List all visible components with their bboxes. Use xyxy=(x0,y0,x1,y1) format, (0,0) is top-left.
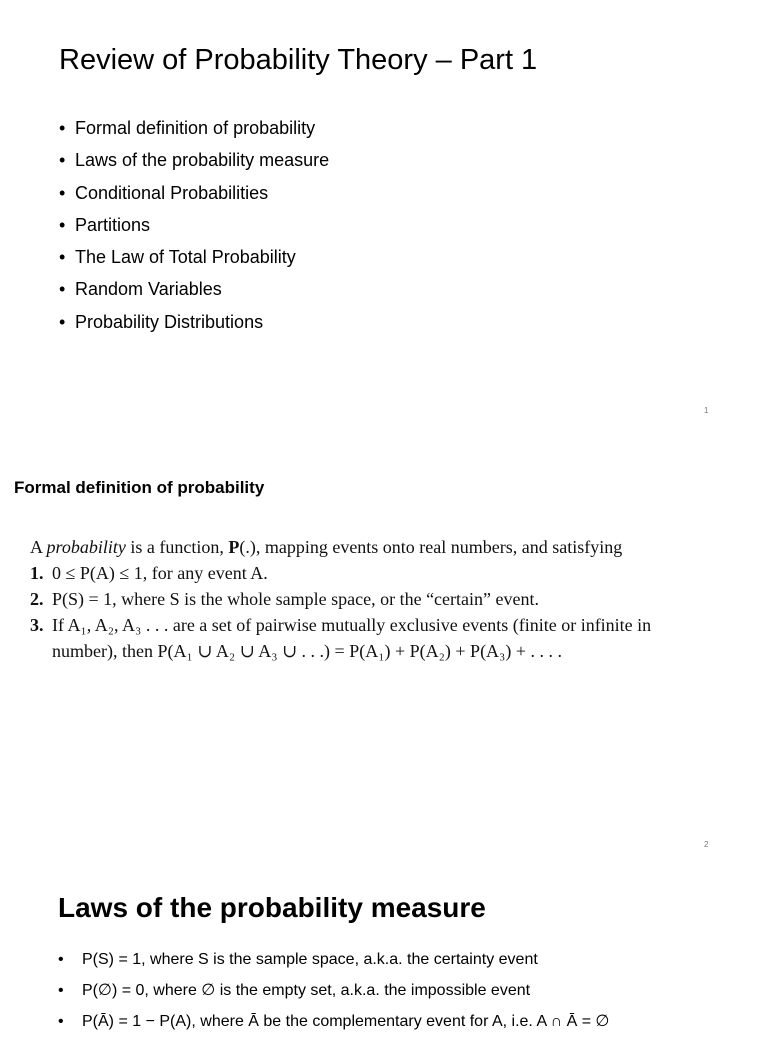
axiom-1 xyxy=(30,560,760,586)
slide-3-title: Laws of the probability measure xyxy=(58,892,486,923)
list-item xyxy=(59,277,329,309)
list-item-text: The Law of Total Probability xyxy=(75,247,296,268)
definition-intro xyxy=(30,534,760,560)
definition-intro-text: is a function, xyxy=(125,537,229,557)
axiom-number: 1. xyxy=(30,563,44,583)
list-item xyxy=(58,1010,609,1041)
slide-2-title: Formal definition of probability xyxy=(14,478,265,497)
list-item-text: Probability Distributions xyxy=(75,311,264,332)
axiom-3-continuation: number), then P(A₁ ∪ A₂ ∪ A₃ ∪ . . .) = P(A₁) + P(A₂) + P(A₃) + . . . . xyxy=(52,641,562,661)
list-item xyxy=(59,213,329,245)
slide-2 xyxy=(0,430,768,860)
list-item-text: Partitions xyxy=(75,214,151,235)
axiom-text: P(S) = 1, where S is the whole sample space, or the “certain” event. xyxy=(52,589,539,609)
bullet-icon: • xyxy=(59,247,66,268)
page-number: 1 xyxy=(704,406,709,415)
axiom-text: 0 ≤ P(A) ≤ 1, for any event A. xyxy=(52,563,268,583)
list-item-text: Formal definition of probability xyxy=(75,118,316,138)
definition-block xyxy=(30,534,760,664)
definition-intro-text: A xyxy=(30,537,47,557)
definition-function: P xyxy=(228,537,240,557)
bullet-icon: • xyxy=(59,182,66,203)
list-item-text: P(Ā) = 1 − P(A), where Ā be the complementary event for A, i.e. A ∩ Ā = ∅ xyxy=(82,1013,610,1030)
list-item-text: Laws of the probability measure xyxy=(75,150,330,171)
axiom-number: 3. xyxy=(30,615,44,635)
bullet-icon: • xyxy=(59,150,66,171)
definition-intro-text: (.), mapping events onto real numbers, and satisfying xyxy=(239,537,623,557)
bullet-icon: • xyxy=(58,1013,64,1030)
slide-1 xyxy=(0,0,768,430)
definition-term: probability xyxy=(46,537,126,557)
list-item xyxy=(59,116,329,148)
list-item xyxy=(58,979,609,1010)
axiom-text: If A₁, A₂, A₃ . . . are a set of pairwise mutually exclusive events (finite or infinite in xyxy=(52,615,652,635)
bullet-icon: • xyxy=(59,311,66,332)
list-item xyxy=(59,310,329,342)
list-item xyxy=(59,181,329,213)
slide-3 xyxy=(0,860,768,1030)
list-item-text: Conditional Probabilities xyxy=(75,182,269,203)
list-item-text: P(S) = 1, where S is the sample space, a.k.a. the certainty event xyxy=(82,951,538,968)
bullet-icon: • xyxy=(59,118,66,138)
slide-1-bullet-list xyxy=(59,116,329,342)
bullet-icon: • xyxy=(58,951,64,968)
slide-1-title: Review of Probability Theory – Part 1 xyxy=(59,44,538,76)
slide-3-bullet-list xyxy=(58,948,609,1041)
list-item xyxy=(59,245,329,277)
list-item xyxy=(59,148,329,180)
list-item-text: Random Variables xyxy=(75,279,222,300)
axiom-2 xyxy=(30,586,760,612)
axiom-3 xyxy=(30,612,760,638)
list-item-text: P(∅) = 0, where ∅ is the empty set, a.k.a. the impossible event xyxy=(82,982,531,999)
axiom-number: 2. xyxy=(30,589,44,609)
list-item xyxy=(58,948,609,979)
page-number: 2 xyxy=(704,840,709,849)
bullet-icon: • xyxy=(59,214,66,235)
bullet-icon: • xyxy=(58,982,64,999)
bullet-icon: • xyxy=(59,279,66,300)
